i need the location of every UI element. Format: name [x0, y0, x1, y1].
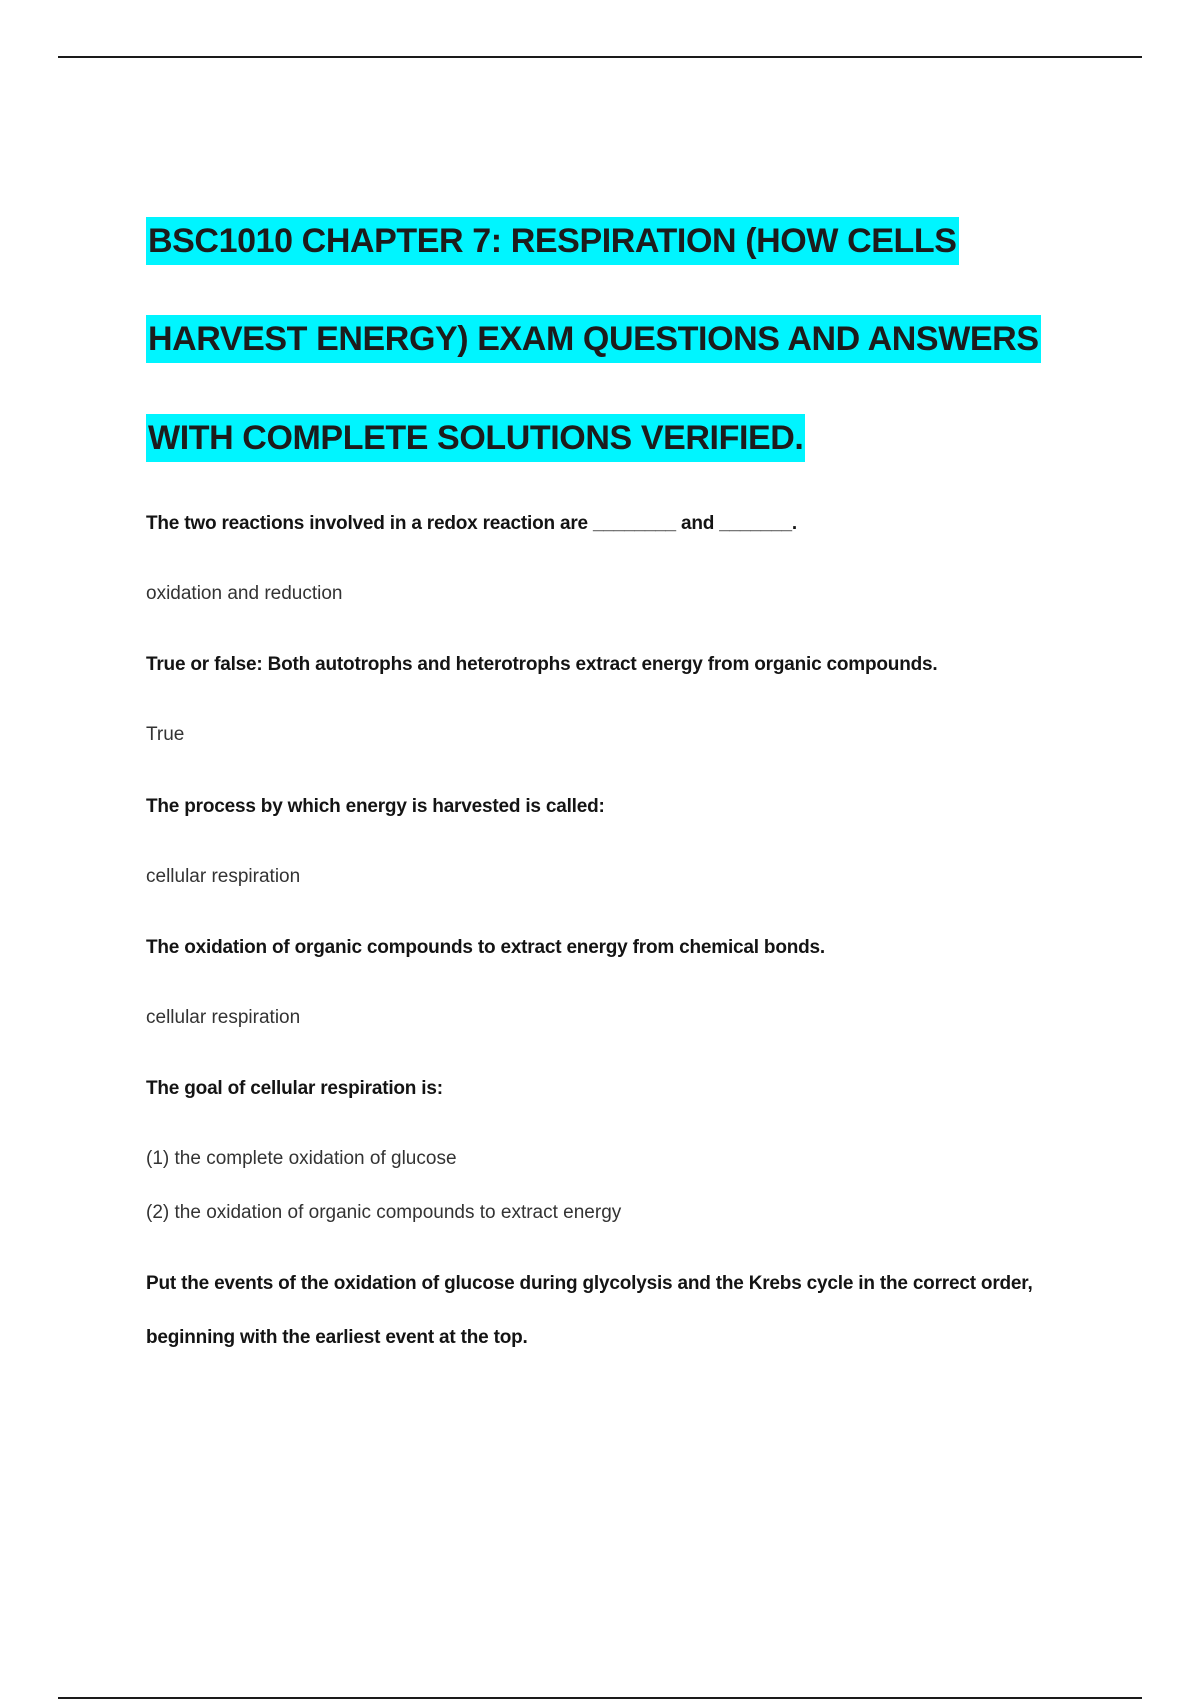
- answer-5-item-1: (1) the complete oxidation of glucose: [146, 1148, 457, 1169]
- footer-rule: [58, 1697, 1142, 1699]
- answer-4: cellular respiration: [146, 1007, 301, 1028]
- question-2: True or false: Both autotrophs and heterotrophs extract energy from organic compounds.: [146, 654, 938, 675]
- question-6-line-1: Put the events of the oxidation of glucose during glycolysis and the Krebs cycle in the correct order,: [146, 1273, 1033, 1294]
- answer-1: oxidation and reduction: [146, 583, 343, 604]
- question-6-line-2: beginning with the earliest event at the top.: [146, 1327, 528, 1348]
- document-title-line-1: BSC1010 CHAPTER 7: RESPIRATION (HOW CELLS: [146, 217, 959, 265]
- answer-5-item-2: (2) the oxidation of organic compounds to extract energy: [146, 1202, 622, 1223]
- answer-2: True: [146, 724, 185, 745]
- question-1: The two reactions involved in a redox reaction are ________ and _______.: [146, 513, 797, 534]
- document-title-line-3: WITH COMPLETE SOLUTIONS VERIFIED.: [146, 414, 805, 462]
- question-4: The oxidation of organic compounds to extract energy from chemical bonds.: [146, 937, 826, 958]
- document-title-line-2: HARVEST ENERGY) EXAM QUESTIONS AND ANSWERS: [146, 315, 1041, 363]
- question-3: The process by which energy is harvested is called:: [146, 796, 605, 817]
- question-5: The goal of cellular respiration is:: [146, 1078, 443, 1099]
- answer-3: cellular respiration: [146, 866, 301, 887]
- header-rule: [58, 56, 1142, 58]
